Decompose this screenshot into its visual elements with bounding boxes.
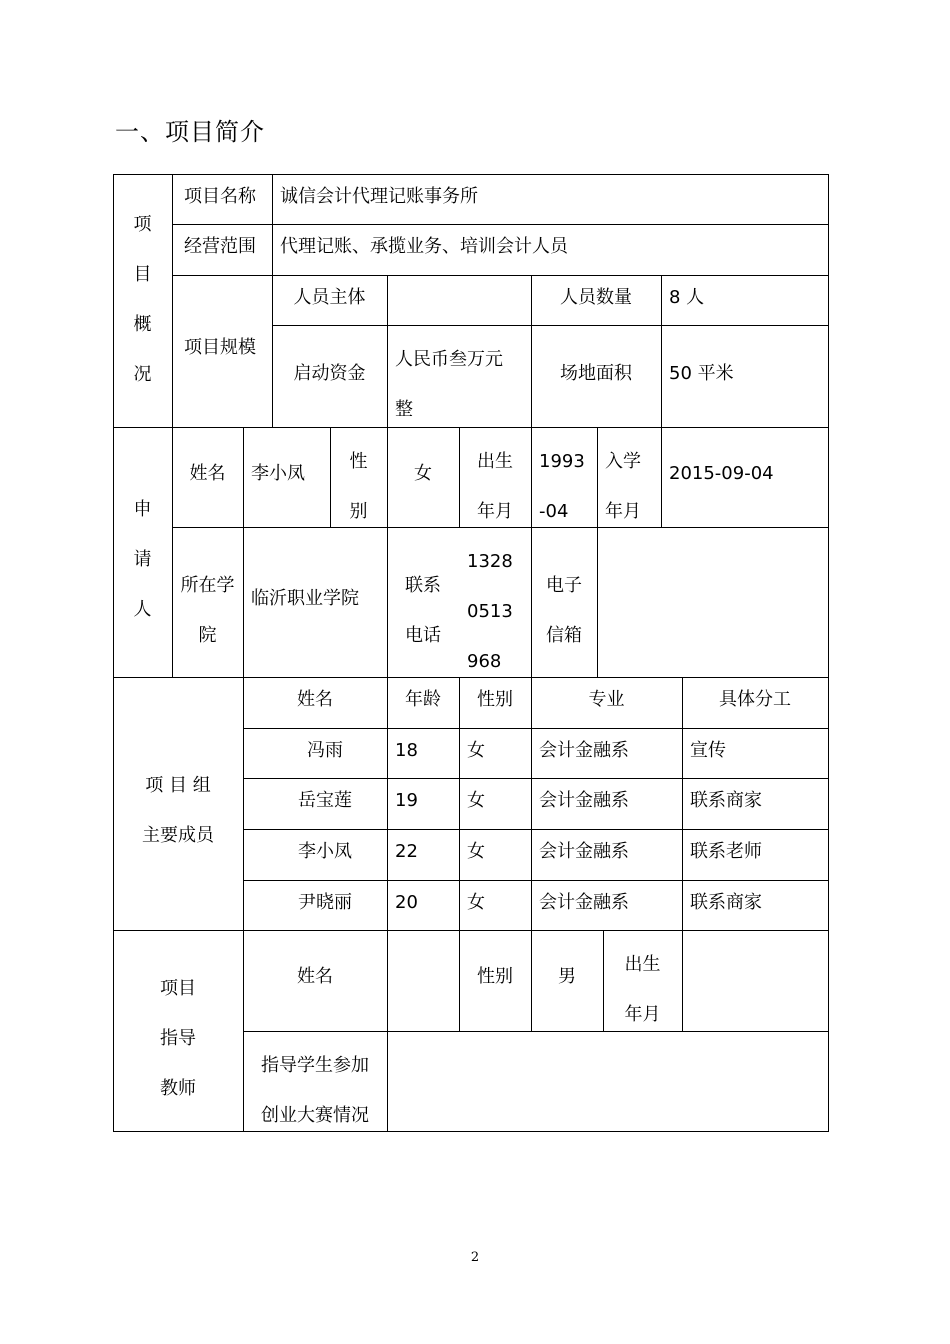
project-name-label: 项目名称: [184, 186, 256, 207]
member-row-cell: 会计金融系: [539, 790, 629, 811]
table-rule: [828, 174, 829, 1132]
applicant-phone-value: 1328 0513 968: [467, 551, 513, 672]
funds-label: 启动资金: [293, 363, 366, 384]
member-row-cell: 会计金融系: [539, 892, 629, 913]
members-section-label: 项 目 组 主要成员: [142, 775, 214, 846]
advisor-gender-label: 性别: [477, 966, 513, 987]
member-row-cell: 18: [395, 740, 418, 761]
staff-value: [387, 275, 531, 325]
advisor-section-label: 项目 指导 教师: [160, 978, 196, 1099]
count-value: 8 人: [669, 287, 705, 308]
member-row-cell: 女: [467, 740, 485, 761]
member-row-cell: 会计金融系: [539, 841, 629, 862]
member-row-cell: 宣传: [690, 740, 726, 761]
member-row-cell: 李小凤: [298, 841, 352, 862]
applicant-name-value: 李小凤: [251, 463, 305, 484]
area-label: 场地面积: [560, 363, 632, 384]
page-number: 2: [470, 1250, 480, 1265]
member-row-cell: 女: [467, 892, 485, 913]
member-row-cell: 冯雨: [307, 740, 343, 761]
scope-value: 代理记账、承揽业务、培训会计人员: [280, 236, 568, 257]
member-row-cell: 尹晓丽: [298, 892, 352, 913]
member-row-cell: 岳宝莲: [298, 790, 352, 811]
staff-label: 人员主体: [293, 287, 366, 308]
applicant-section-label: 申 请 人: [133, 499, 152, 620]
member-header-cell: 具体分工: [719, 689, 791, 710]
count-label: 人员数量: [560, 287, 632, 308]
member-row-cell: 会计金融系: [539, 740, 629, 761]
member-row-cell: 19: [395, 790, 418, 811]
section-heading: 一、项目简介: [115, 118, 265, 146]
member-header-cell: 专业: [588, 689, 625, 710]
applicant-college-label: 所在学 院: [180, 575, 235, 646]
applicant-college-value: 临沂职业学院: [251, 588, 359, 609]
applicant-enroll-label: 入学 年月: [605, 451, 641, 522]
member-header-cell: 姓名: [297, 689, 333, 710]
applicant-name-label: 姓名: [189, 463, 226, 484]
advisor-name-value: [387, 930, 459, 1031]
funds-value: 人民币叁万元 整: [395, 349, 503, 420]
scope-label: 经营范围: [184, 236, 256, 257]
applicant-gender-label: 性 别: [349, 451, 368, 522]
advisor-birth-value: [682, 930, 828, 1031]
member-row-cell: 联系商家: [690, 892, 762, 913]
applicant-email-value: [597, 527, 828, 677]
applicant-enroll-value: 2015-09-04: [669, 463, 774, 484]
advisor-competition-label: 指导学生参加 创业大赛情况: [261, 1055, 369, 1126]
member-row-cell: 女: [467, 841, 485, 862]
advisor-competition-value: [387, 1031, 828, 1131]
applicant-gender-value: 女: [414, 463, 432, 484]
advisor-gender-value: 男: [558, 966, 576, 987]
applicant-email-label: 电子 信箱: [546, 575, 582, 646]
member-row-cell: 联系老师: [690, 841, 762, 862]
advisor-birth-label: 出生 年月: [624, 954, 661, 1025]
applicant-birth-label: 出生 年月: [477, 451, 513, 522]
member-header-cell: 性别: [477, 689, 513, 710]
table-rule: [113, 1131, 829, 1132]
member-row-cell: 22: [395, 841, 418, 862]
project-name-value: 诚信会计代理记账事务所: [280, 186, 478, 207]
applicant-birth-value: 1993 -04: [539, 451, 585, 522]
member-row-cell: 女: [467, 790, 485, 811]
member-row-cell: 20: [395, 892, 418, 913]
member-row-cell: 联系商家: [690, 790, 762, 811]
scale-label: 项目规模: [184, 337, 256, 358]
area-value: 50 平米: [669, 363, 734, 384]
applicant-phone-label: 联系 电话: [405, 575, 441, 646]
advisor-name-label: 姓名: [297, 966, 333, 987]
overview-section-label: 项 目 概 况: [133, 214, 152, 385]
member-header-cell: 年龄: [405, 689, 441, 710]
